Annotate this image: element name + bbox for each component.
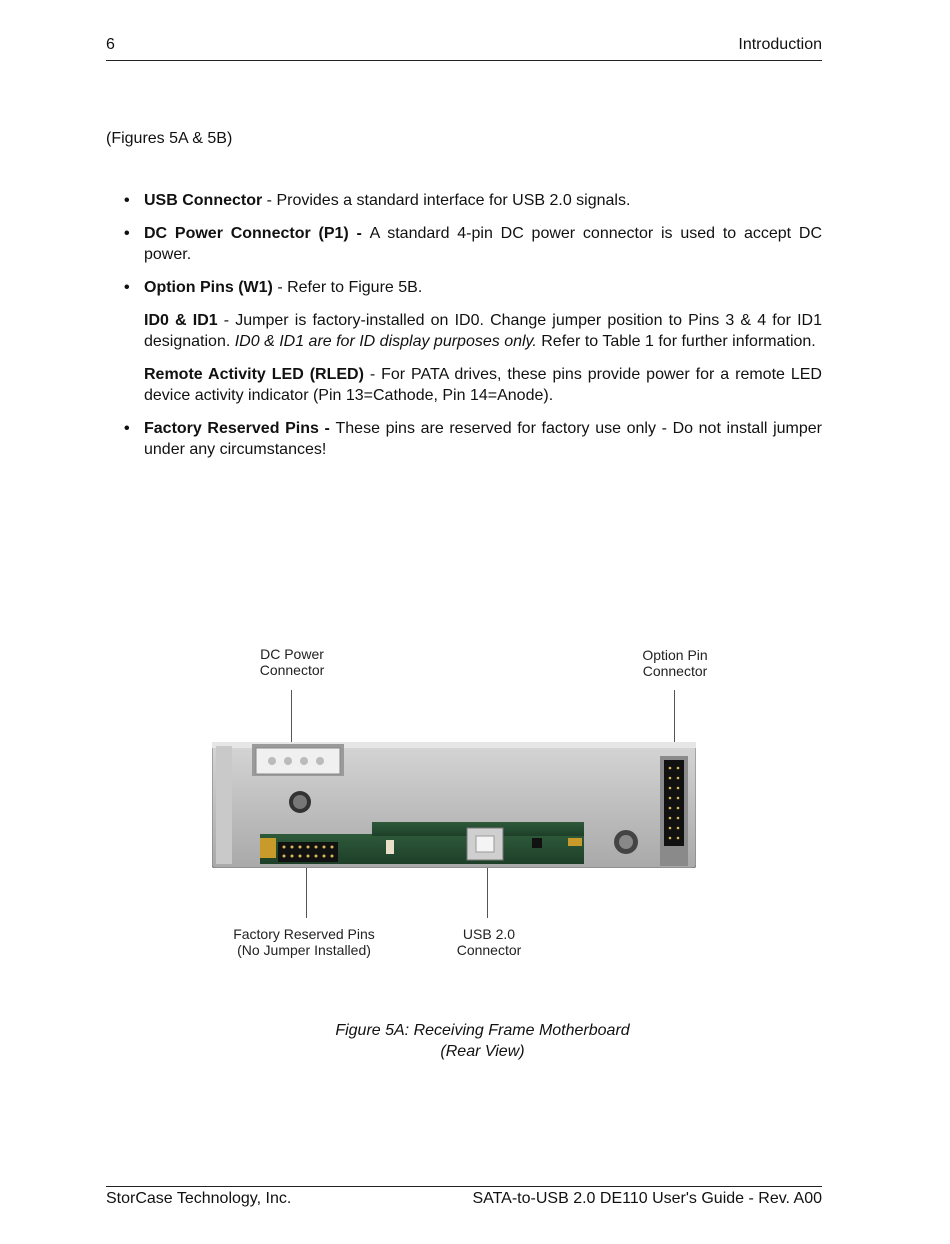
callout-usb xyxy=(429,926,549,958)
item-title: USB Connector xyxy=(144,192,263,209)
bullet-icon: • xyxy=(124,192,130,209)
page-number: 6 xyxy=(106,36,115,53)
item-title: ID0 & ID1 xyxy=(144,312,218,329)
list-item-usb-connector xyxy=(106,190,822,211)
figure-caption xyxy=(200,1020,765,1062)
callout-line: Option Pin xyxy=(642,647,708,663)
item-title: Remote Activity LED (RLED) xyxy=(144,366,364,383)
list-item-option-pins xyxy=(106,277,822,298)
item-text: - Refer to Figure 5B. xyxy=(272,279,423,296)
callout-line: USB 2.0 xyxy=(462,926,516,942)
motherboard-photo xyxy=(212,742,696,868)
list-item-factory-reserved xyxy=(106,418,822,460)
item-text: A standard 4-pin DC power connector is used to accept DC power. xyxy=(144,225,822,263)
callout-dc-power xyxy=(232,646,352,678)
leader-line xyxy=(674,690,675,752)
callout-line: Connector xyxy=(642,663,708,679)
bullet-icon: • xyxy=(124,279,130,296)
item-text: - For PATA drives, these pins provide power for a remote LED device activity indicator (Pin 13=Cathode, Pin 14=Anode). xyxy=(144,366,822,404)
leader-line xyxy=(487,868,488,918)
leader-line xyxy=(306,868,307,918)
callout-option-pin xyxy=(615,647,735,679)
item-text: Refer to Table 1 for further information. xyxy=(536,333,816,350)
caption-line: (Rear View) xyxy=(440,1043,525,1060)
callout-line: (No Jumper Installed) xyxy=(237,942,371,958)
item-title: Factory Reserved Pins - xyxy=(144,420,336,437)
callout-line: Connector xyxy=(259,662,325,678)
item-title: Option Pins (W1) xyxy=(144,279,273,296)
section-title: Introduction xyxy=(738,36,822,53)
figure-reference: (Figures 5A & 5B) xyxy=(106,130,233,147)
page-footer xyxy=(106,1186,822,1207)
item-text: - Provides a standard interface for USB 2.0 signals. xyxy=(262,192,631,209)
list-item-dc-power xyxy=(106,223,822,265)
item-text: These pins are reserved for factory use only - Do not install jumper under any circumstances! xyxy=(144,420,822,458)
item-text: - Jumper is factory-installed on ID0. Change jumper position to Pins 3 & 4 for ID1 designation. xyxy=(144,312,823,350)
feature-list xyxy=(106,190,822,472)
caption-line: Figure 5A: Receiving Frame Motherboard xyxy=(335,1022,630,1039)
callout-line: Connector xyxy=(456,942,522,958)
callout-factory-reserved xyxy=(214,926,394,958)
leader-line xyxy=(291,690,292,744)
callout-line: Factory Reserved Pins xyxy=(233,926,375,942)
item-title: DC Power Connector (P1) - xyxy=(144,225,370,242)
callout-line: DC Power xyxy=(260,646,324,662)
footer-company: StorCase Technology, Inc. xyxy=(106,1190,292,1207)
item-note: ID0 & ID1 are for ID display purposes only. xyxy=(234,333,537,350)
footer-document: SATA-to-USB 2.0 DE110 User's Guide - Rev. A00 xyxy=(472,1190,822,1207)
page-header xyxy=(106,36,822,61)
bullet-icon: • xyxy=(124,420,130,437)
sub-item-rled xyxy=(106,364,822,406)
bullet-icon: • xyxy=(124,225,130,242)
sub-item-id xyxy=(106,310,822,352)
